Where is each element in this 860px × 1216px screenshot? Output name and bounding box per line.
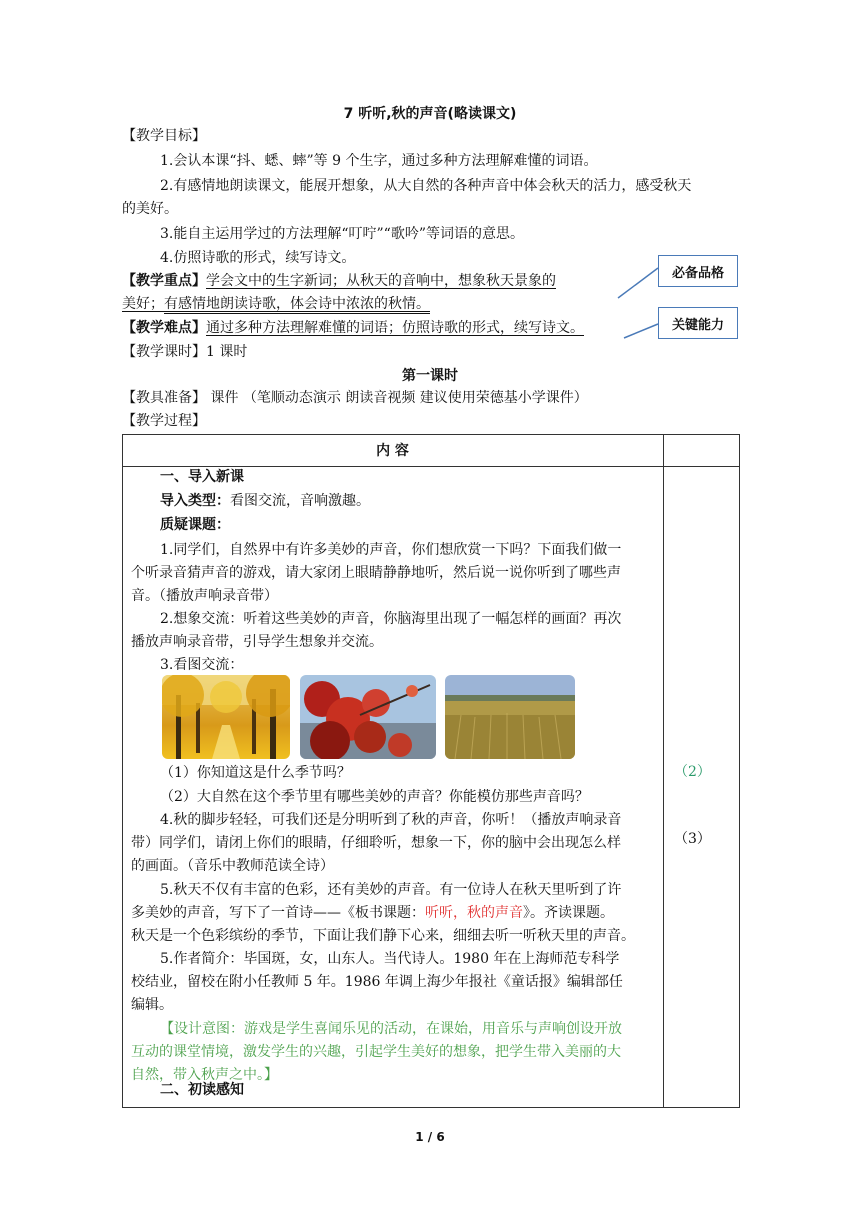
table-column-divider <box>663 434 664 1107</box>
class-hours: 【教学课时】1 课时 <box>122 344 248 360</box>
question-label: 质疑课题： <box>160 517 230 533</box>
section-first-reading: 二、初读感知 <box>160 1082 244 1098</box>
side-note-2: （2） <box>674 764 711 780</box>
para5-line3: 秋天是一个色彩缤纷的季节，下面让我们静下心来，细细去听一听秋天里的声音。 <box>131 928 635 944</box>
difficulty-label: 【教学难点】 <box>122 320 206 336</box>
red-leaves-photo <box>300 675 436 759</box>
key-points-text2a: 美好； <box>122 296 164 312</box>
para1-line3: 音。（播放声响录音带） <box>131 588 278 604</box>
para1-line2: 个听录音猜声音的游戏，请大家闭上眼睛静静地听，然后说一说你听到了哪些声 <box>131 565 621 581</box>
key-points-line2 <box>122 294 430 314</box>
ginkgo-avenue-photo <box>162 675 290 759</box>
key-points-text1: 学会文中的生字新词；从秋天的音响中，想象秋天景象的 <box>206 273 556 289</box>
goals-heading: 【教学目标】 <box>122 128 206 144</box>
side-note-3: （3） <box>674 831 711 847</box>
difficulty-text: 通过多种方法理解难懂的词语；仿照诗歌的形式，续写诗文。 <box>206 320 584 336</box>
difficulty-line <box>122 318 584 338</box>
para2-line2: 播放声响录音带，引导学生想象并交流。 <box>131 634 383 650</box>
para5-line2 <box>131 903 614 924</box>
callout-character: 必备品格 <box>658 255 738 287</box>
para4-line2: 带）同学们，请闭上你们的眼睛，仔细聆听，想象一下，你的脑中会出现怎么样 <box>131 835 621 851</box>
callout-ability: 关键能力 <box>658 307 738 339</box>
key-points-line1 <box>122 271 556 291</box>
para1-line1: 1.同学们，自然界中有许多美妙的声音，你们想欣赏一下吗？下面我们做一 <box>160 542 622 558</box>
para4-line1: 4.秋的脚步轻轻，可我们还是分明听到了秋的声音，你听！（播放声响录音 <box>160 812 622 828</box>
design-line1: 【设计意图：游戏是学生喜闻乐见的活动，在课始，用音乐与声响创设开放 <box>160 1021 622 1037</box>
goal-2-cont: 的美好。 <box>122 201 178 217</box>
design-line2: 互动的课堂情境，激发学生的兴趣，引起学生美好的想象，把学生带入美丽的大 <box>131 1044 621 1060</box>
page-number: 1 / 6 <box>415 1130 445 1144</box>
import-type-label: 导入类型： <box>160 493 230 509</box>
process-heading: 【教学过程】 <box>122 413 206 429</box>
author-line3: 编辑。 <box>131 997 173 1013</box>
goal-1: 1.会认本课“抖、蟋、蟀”等 9 个生字，通过多种方法理解难懂的词语。 <box>160 153 598 169</box>
para5-line2-pre: 多美妙的声音，写下了一首诗——《板书课题： <box>131 905 425 921</box>
table-header-content: 内 容 <box>376 443 409 459</box>
key-points-text2b: 有感情地朗读诗歌，体会诗中浓浓的秋情。 <box>164 296 430 312</box>
key-points-label: 【教学重点】 <box>122 273 206 289</box>
goal-3: 3.能自主运用学过的方法理解“叮咛”“歌吟”等词语的意思。 <box>160 226 524 242</box>
goal-4: 4.仿照诗歌的形式，续写诗文。 <box>160 250 356 266</box>
author-line2: 校结业，留校在附小任教师 5 年。1986 年调上海少年报社《童话报》编辑部任 <box>131 974 623 990</box>
para4-line3: 的画面。（音乐中教师范读全诗） <box>131 858 334 874</box>
materials: 【教具准备】 课件 （笔顺动态演示 朗读音视频 建议使用荣德基小学课件） <box>122 390 588 406</box>
question-1: （1）你知道这是什么季节吗？ <box>160 765 351 781</box>
page-title: 7 听听,秋的声音(略读课文) <box>343 106 517 122</box>
goal-2: 2.有感情地朗读课文，能展开想象，从大自然的各种声音中体会秋天的活力，感受秋天 <box>160 178 692 194</box>
para3: 3.看图交流： <box>160 657 244 673</box>
para5-line1: 5.秋天不仅有丰富的色彩，还有美妙的声音。有一位诗人在秋天里听到了许 <box>160 882 622 898</box>
author-line1: 5.作者简介：毕国斑，女，山东人。当代诗人。1980 年在上海师范专科学 <box>160 951 620 967</box>
para5-line2-post: 》。齐读课题。 <box>523 905 614 921</box>
import-type-text: 看图交流，音响激趣。 <box>230 493 370 509</box>
import-type <box>160 491 370 512</box>
question-2: （2）大自然在这个季节里有哪些美妙的声音？你能模仿那些声音吗？ <box>160 789 589 805</box>
design-line3: 自然，带入秋声之中。】 <box>131 1067 278 1083</box>
section-import: 一、导入新课 <box>160 469 244 485</box>
rice-field-photo <box>445 675 575 759</box>
lesson-heading: 第一课时 <box>402 368 458 384</box>
board-title: 听听，秋的声音 <box>425 905 523 921</box>
para2-line1: 2.想象交流：听着这些美妙的声音，你脑海里出现了一幅怎样的画面？再次 <box>160 611 622 627</box>
